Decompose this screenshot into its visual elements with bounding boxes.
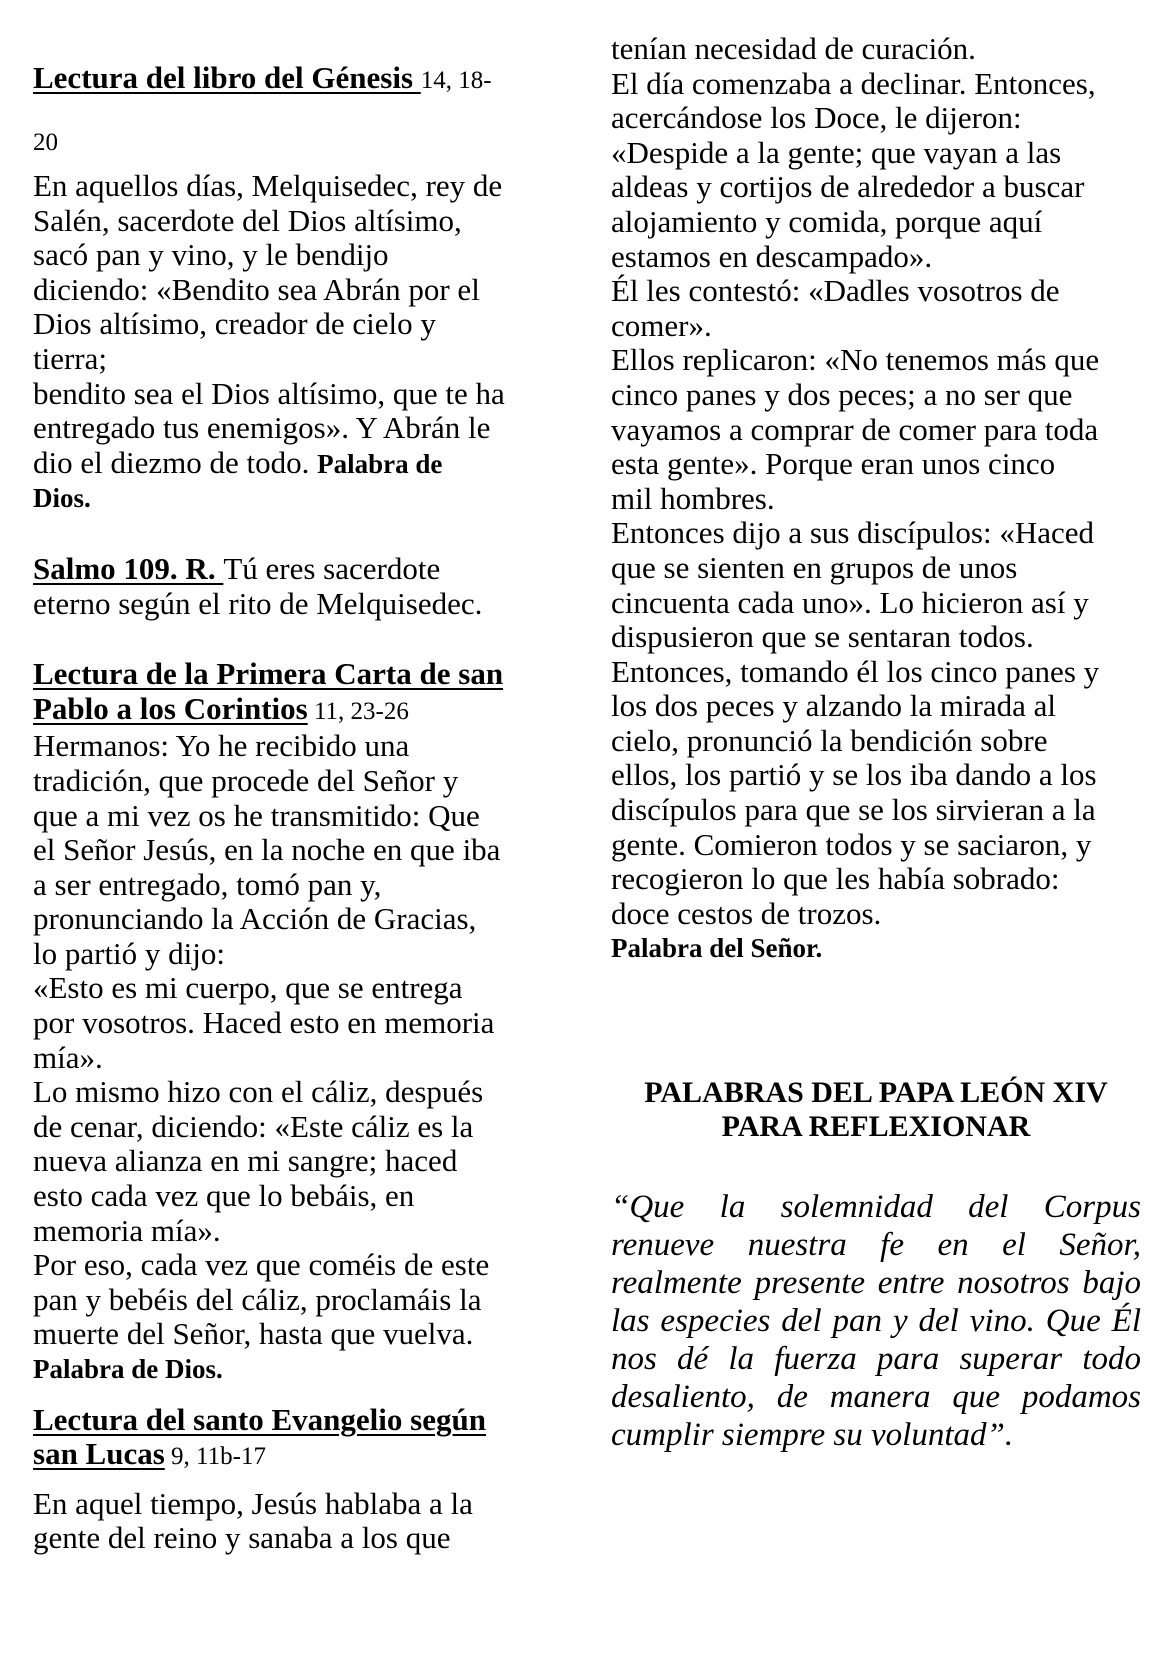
reflection-title-continued: PARA REFLEXIONAR — [721, 1110, 1031, 1144]
reading1-last-line: dio el diezmo de todo. — [33, 444, 318, 480]
psalm-section — [33, 552, 553, 621]
reading1-closing: Palabra de — [317, 448, 443, 479]
text-line: gente. Comieron todos y se saciaron, y — [611, 826, 1092, 862]
reading2-body — [33, 657, 553, 1386]
text-line: esto cada vez que lo bebáis, en — [33, 1178, 415, 1214]
text-line: sacó pan y vino, y le bendijo — [33, 237, 389, 273]
text-line: dispusieron que se sentaran todos. — [611, 619, 1034, 655]
text-line: Ellos replicaron: «No tenemos más que — [611, 342, 1100, 378]
text-line: a ser entregado, tomó pan y, — [33, 866, 382, 902]
text-line: Él les contestó: «Dadles vosotros de — [611, 273, 1060, 309]
text-line: Lo mismo hizo con el cáliz, después — [33, 1074, 484, 1110]
reading2-title-continued: Pablo a los Corintios — [33, 690, 308, 726]
text-line: estamos en descampado». — [611, 238, 933, 274]
text-line: los dos peces y alzando la mirada al — [611, 688, 1057, 724]
text-line: Salén, sacerdote del Dios altísimo, — [33, 202, 462, 238]
text-line: cielo, pronunció la bendición sobre — [611, 722, 1048, 758]
text-line: entregado tus enemigos». Y Abrán le — [33, 410, 491, 446]
text-line: lo partió y dijo: — [33, 935, 226, 971]
text-line: que a mi vez os he transmitido: Que — [33, 797, 480, 833]
gospel-body — [33, 1487, 553, 1556]
gospel-heading — [33, 1403, 553, 1475]
reading1-section — [33, 61, 553, 516]
text-line — [33, 446, 553, 482]
gospel-title-continued: san Lucas — [33, 1436, 165, 1472]
reading1-closing-continued: Dios. — [33, 483, 91, 514]
text-line: cinco panes y dos peces; a no ser que — [611, 376, 1073, 412]
text-line: nueva alianza en mi sangre; haced — [33, 1143, 458, 1179]
psalm-response: Tú eres sacerdote — [223, 550, 441, 586]
reading2-ref: 11, 23-26 — [307, 697, 409, 725]
text-line: Por eso, cada vez que coméis de este — [33, 1247, 490, 1283]
text-line: aldeas y cortijos de alrededor a buscar — [611, 169, 1085, 205]
reading1-heading — [33, 61, 553, 98]
text-line — [33, 552, 553, 587]
text-line: el Señor Jesús, en la noche en que iba — [33, 832, 501, 868]
right-column — [611, 32, 1141, 1454]
reading2-title: Lectura de la Primera Carta de san — [33, 656, 504, 692]
text-line: eterno según el rito de Melquisedec. — [33, 585, 483, 621]
reading1-body — [33, 169, 553, 516]
gospel-section — [33, 1403, 553, 1556]
gospel-closing: Palabra del Señor. — [611, 933, 823, 964]
text-line: discípulos para que se los sirvieran a la — [611, 792, 1096, 828]
text-line: En aquel tiempo, Jesús hablaba a la — [33, 1485, 473, 1521]
text-line: vayamos a comprar de comer para toda — [611, 411, 1099, 447]
text-line: En aquellos días, Melquisedec, rey de — [33, 168, 503, 203]
text-line: mía». — [33, 1039, 103, 1075]
text-line: Dios altísimo, creador de cielo y — [33, 306, 436, 342]
text-line: «Despide a la gente; que vayan a las — [611, 134, 1062, 170]
psalm-body — [33, 552, 553, 621]
text-line: diciendo: «Bendito sea Abrán por el — [33, 271, 480, 307]
psalm-title: Salmo 109. R. — [33, 550, 224, 586]
text-line: recogieron lo que les había sobrado: — [611, 861, 1060, 897]
text-line: El día comenzaba a declinar. Entonces, — [611, 65, 1096, 101]
text-line: pan y bebéis del cáliz, proclamáis la — [33, 1281, 482, 1317]
text-line: comer». — [611, 307, 712, 343]
reading1-ref-continued: 20 — [33, 129, 58, 156]
text-line: Entonces, tomando él los cinco panes y — [611, 653, 1100, 689]
text-line: tenían necesidad de curación. — [611, 31, 976, 66]
text-line: ellos, los partió y se los iba dando a los — [611, 757, 1097, 793]
text-line: «Esto es mi cuerpo, que se entrega — [33, 970, 463, 1006]
text-line: mil hombres. — [611, 480, 775, 516]
text-line: bendito sea el Dios altísimo, que te ha — [33, 375, 505, 411]
text-line: por vosotros. Haced esto en memoria — [33, 1005, 495, 1041]
text-line — [33, 692, 553, 730]
pope-quote: “Que la solemnidad del Corpus renueve nuestra fe en el Señor, realmente presente entre nosotros bajo las especies del pan y del vino. Que Él nos dé la fuerza para superar todo desaliento, de manera que podamos cumplir siempre su voluntad”. — [611, 1189, 1141, 1454]
text-line: Hermanos: Yo he recibido una — [33, 728, 410, 764]
gospel-continued-body — [611, 32, 1141, 966]
reading1-title: Lectura del libro del Génesis — [33, 60, 421, 95]
text-line: que se sienten en grupos de unos — [611, 549, 1018, 585]
gospel-title: Lectura del santo Evangelio según — [33, 1401, 486, 1437]
text-line: muerte del Señor, hasta que vuelva. — [33, 1316, 474, 1352]
left-column — [33, 30, 553, 1556]
text-line — [33, 1403, 553, 1438]
text-line: pronunciando la Acción de Gracias, — [33, 901, 477, 937]
text-line: tradición, que procede del Señor y — [33, 762, 459, 798]
text-line: cincuenta cada uno». Lo hicieron así y — [611, 584, 1089, 620]
gospel-ref: 9, 11b-17 — [164, 1443, 266, 1471]
text-line: doce cestos de trozos. — [611, 895, 882, 931]
reading2-closing: Palabra de Dios. — [33, 1354, 223, 1384]
reflection-title: PALABRAS DEL PAPA LEÓN XIV — [644, 1076, 1108, 1110]
text-line: alojamiento y comida, porque aquí — [611, 203, 1043, 239]
text-line: esta gente». Porque eran unos cinco — [611, 446, 1056, 482]
text-line — [33, 657, 553, 692]
text-line: tierra; — [33, 340, 108, 376]
text-line: Entonces dijo a sus discípulos: «Haced — [611, 515, 1094, 551]
text-line: de cenar, diciendo: «Este cáliz es la — [33, 1108, 474, 1144]
reflection-section — [611, 1076, 1141, 1454]
text-line: memoria mía». — [33, 1212, 221, 1248]
reading1-ref: 14, 18- — [420, 67, 492, 94]
text-line: acercándose los Doce, le dijeron: — [611, 100, 1022, 136]
reading2-section — [33, 657, 553, 1386]
text-line — [33, 1437, 553, 1475]
text-line: gente del reino y sanaba a los que — [33, 1520, 451, 1556]
